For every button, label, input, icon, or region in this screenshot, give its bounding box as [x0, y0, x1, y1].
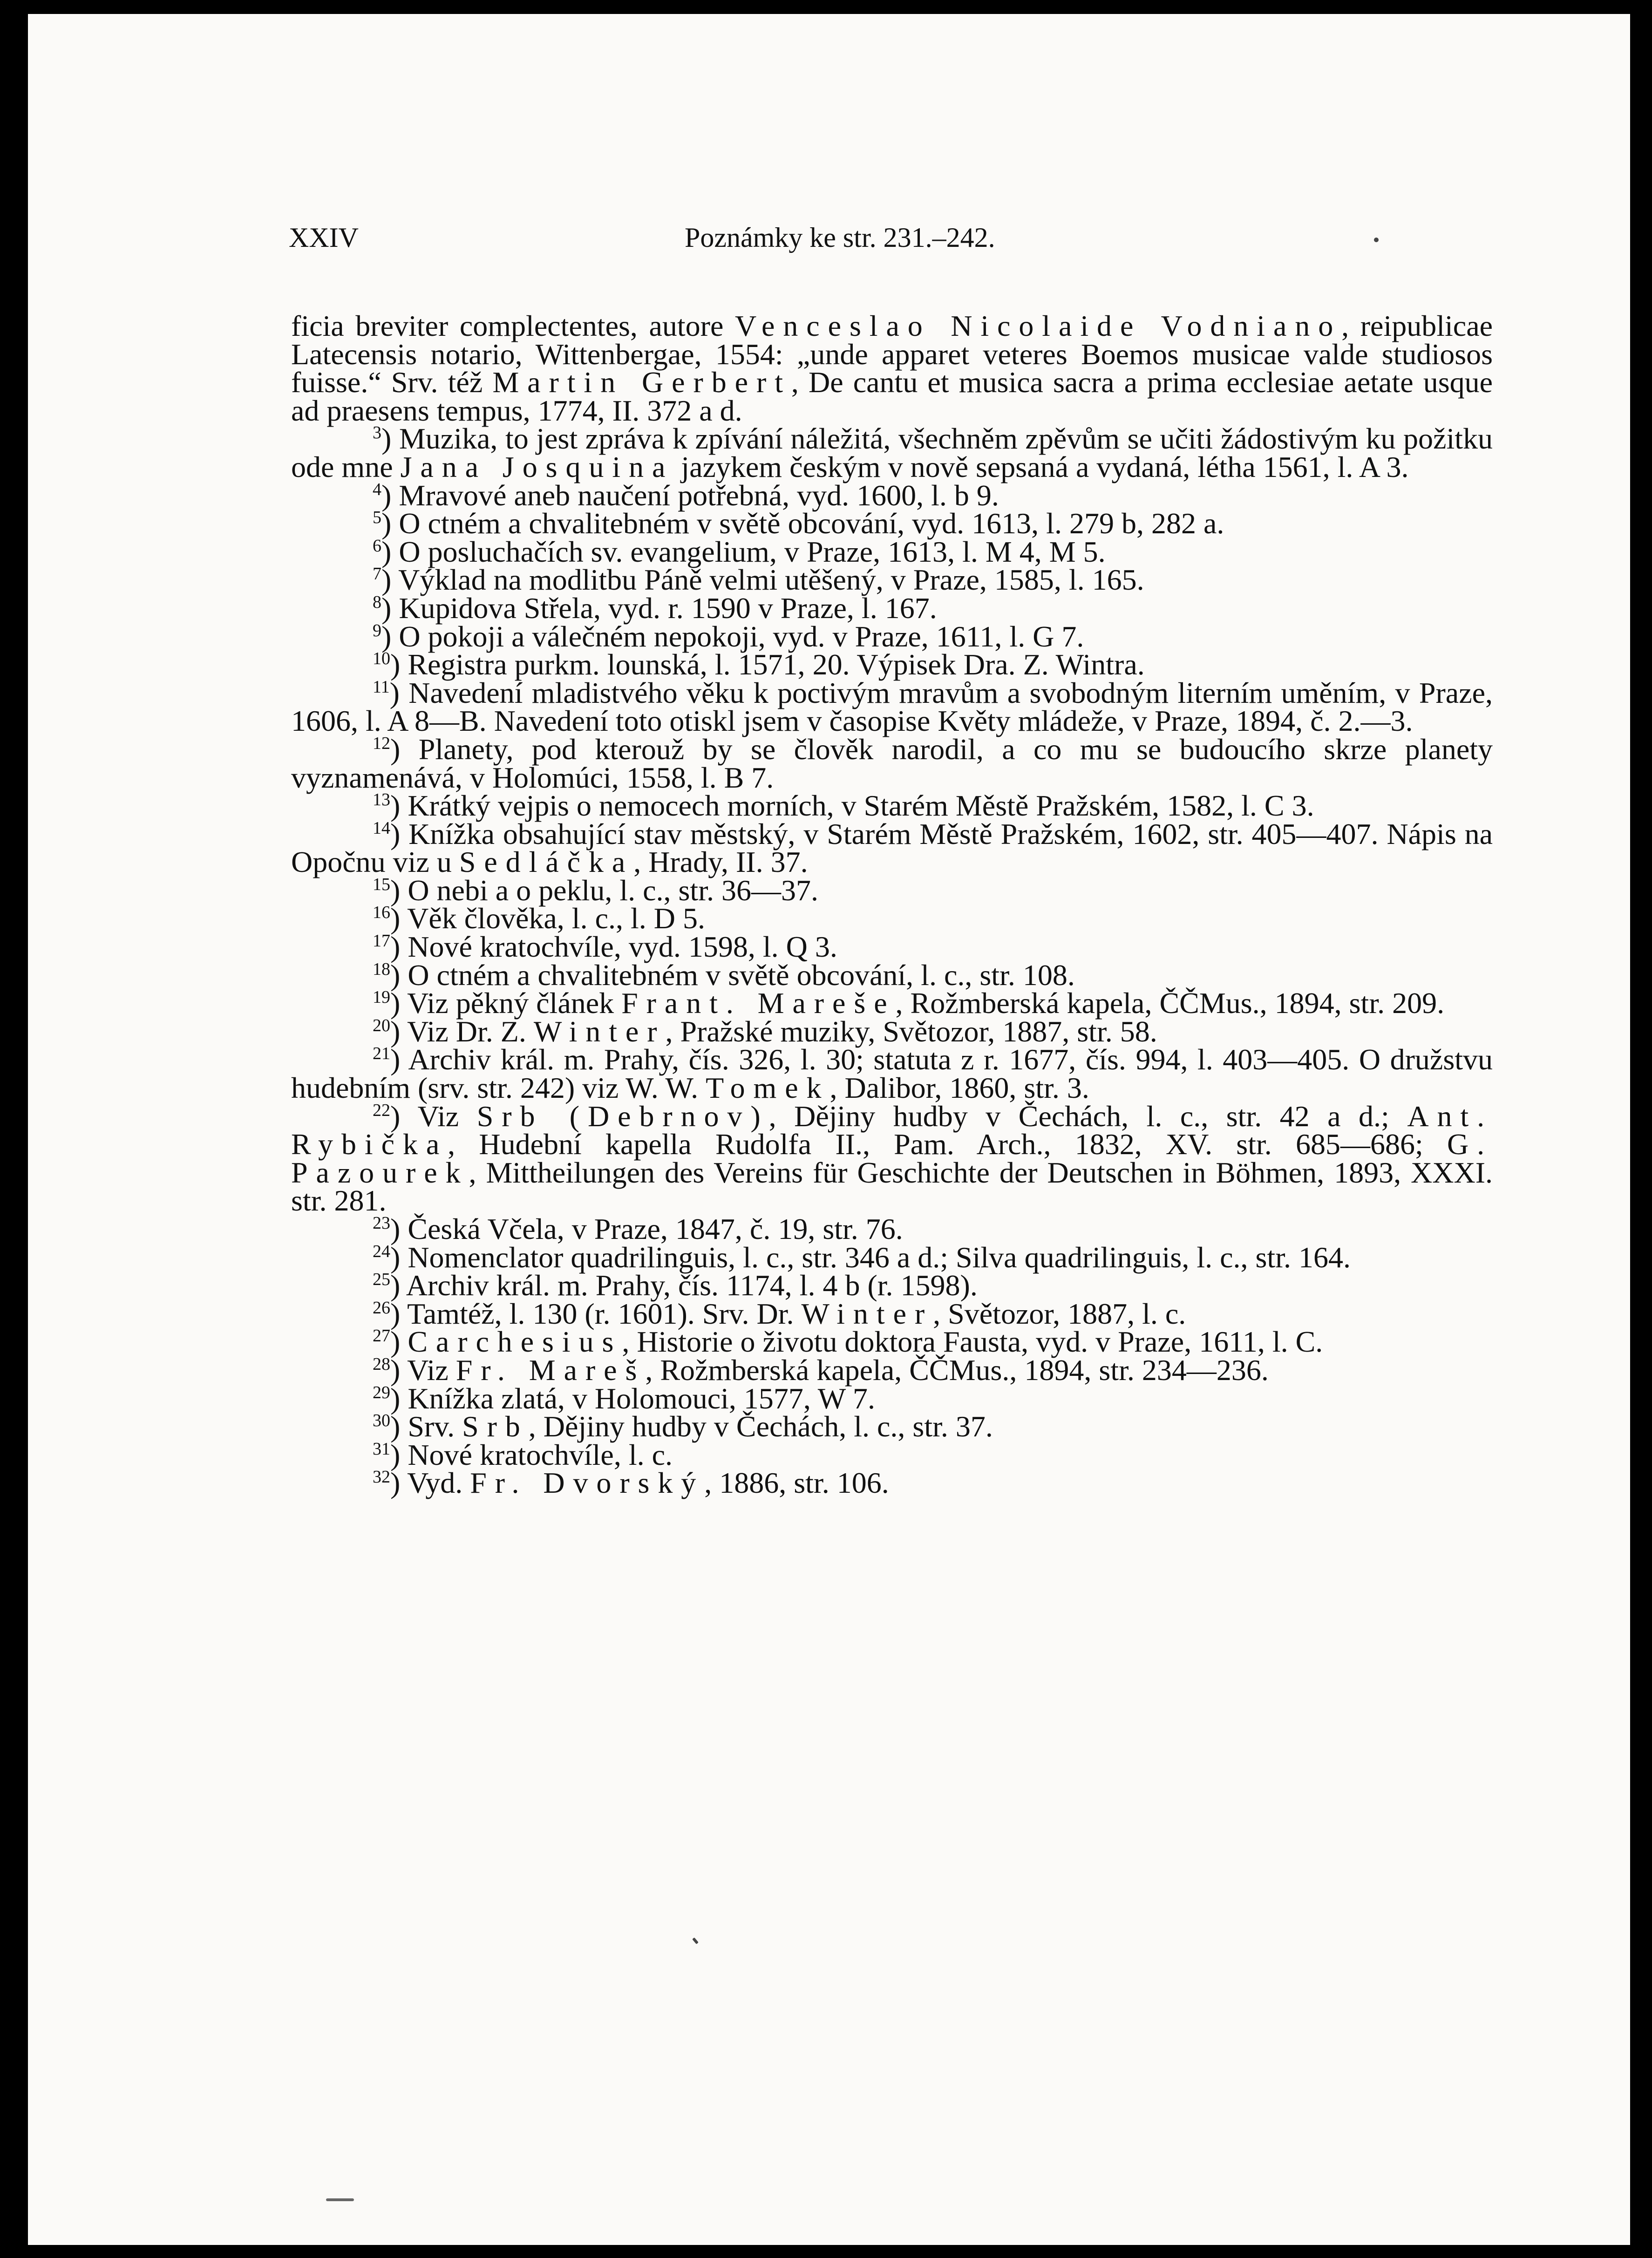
footnote-continuation [291, 309, 1493, 427]
footnote-paren: ) [390, 1466, 401, 1500]
footnote-paren: ) [390, 1043, 401, 1076]
footnote-text: Česká Včela, v Praze, 1847, č. 19, str. 76. [400, 1212, 903, 1245]
footnote-paren: ) [390, 1240, 401, 1274]
scan-speck [326, 2198, 354, 2201]
footnote-marker: 10 [373, 649, 390, 669]
footnote-text: Archiv král. m. Prahy, čís. 326, l. 30; statuta z r. 1677, čís. 994, l. 403—405. O družstvu hudebním (srv. str. 242) viz W. W. [291, 1043, 1493, 1105]
footnote-paren: ) [381, 507, 392, 540]
footnote-text: , reipublicae Latecensis notario, Wittenbergae, 1554: „unde apparet veteres Boemos musicae valde studiosos fuisse.“ Srv. též [291, 309, 1493, 399]
footnote-text: Krátký vejpis o nemocech morních, v Starém Městě Pražském, 1582, l. C 3. [400, 789, 1314, 823]
scan-speck [1374, 238, 1379, 242]
footnote-text: jazykem českým v nově sepsaná a vydaná, létha 1561, l. A 3. [673, 450, 1409, 483]
footnote-marker: 24 [373, 1241, 390, 1261]
footnote-marker: 11 [373, 677, 390, 697]
footnote-text: , Pražské muziky, Světozor, 1887, str. 58. [665, 1014, 1157, 1048]
footnote-text: , Dějiny hudby v Čechách, l. c., str. 37. [528, 1410, 993, 1443]
footnote-marker: 19 [373, 987, 390, 1007]
footnote-text: O nebi a o peklu, l. c., str. 36—37. [400, 873, 818, 907]
spaced-name: Srb (Debrnov) [476, 1099, 769, 1133]
spaced-name: Fr. Mareš [455, 1353, 646, 1387]
footnote-8 [291, 591, 1493, 625]
footnote-3 [291, 422, 1493, 483]
footnote-paren: ) [390, 958, 401, 992]
footnote-text: Věk člověka, l. c., l. D 5. [400, 902, 705, 935]
footnote-text: Knížka obsahující stav městský, v Starém Městě Pražském, 1602, str. 405—407. Nápis na Opočnu viz u [291, 817, 1493, 879]
spaced-name: Winter [801, 1297, 933, 1330]
footnote-19 [291, 986, 1493, 1020]
footnote-text: Nové kratochvíle, l. c. [400, 1438, 673, 1471]
footnote-marker: 32 [373, 1467, 390, 1487]
footnote-text: , Historie o životu doktora Fausta, vyd. v Praze, 1611, l. C. [622, 1325, 1323, 1359]
footnote-text: Archiv král. m. Prahy, čís. 1174, l. 4 b (r. 1598). [400, 1269, 978, 1302]
footnote-paren: ) [390, 1212, 401, 1245]
footnote-paren: ) [390, 1014, 401, 1048]
footnote-marker: 23 [373, 1213, 390, 1233]
footnote-paren: ) [390, 732, 401, 766]
spaced-name: Fr. Dvorský [470, 1466, 705, 1500]
footnote-9 [291, 619, 1493, 653]
footnote-21 [291, 1043, 1493, 1105]
footnote-paren: ) [381, 563, 392, 597]
footnote-18 [291, 958, 1493, 992]
spaced-name: Winter [533, 1014, 666, 1048]
footnote-marker: 15 [373, 874, 390, 894]
footnote-text: Viz [400, 1099, 477, 1133]
footnote-text: Viz Dr. Z. [400, 1014, 534, 1048]
footnote-marker: 22 [373, 1100, 390, 1120]
footnote-text: , Hrady, II. 37. [633, 845, 808, 879]
footnote-17 [291, 930, 1493, 964]
footnote-24 [291, 1240, 1493, 1274]
footnote-paren: ) [381, 478, 392, 512]
footnote-text: Registra purkm. lounská, l. 1571, 20. Výpisek Dra. Z. Wintra. [400, 648, 1145, 681]
footnote-7 [291, 563, 1493, 597]
footnote-paren: ) [390, 1297, 401, 1330]
footnotes-body [291, 309, 1493, 1500]
footnote-text: , Dějiny hudby v Čechách, l. c., str. 42 a d.; [768, 1099, 1407, 1133]
footnote-10 [291, 648, 1493, 681]
footnote-paren: ) [381, 591, 392, 625]
spaced-name: Martin Gerbert [492, 366, 791, 399]
spaced-name: Jana Josquina [400, 450, 674, 483]
footnote-text: Nomenclator quadrilinguis, l. c., str. 346 a d.; Silva quadrilinguis, l. c., str. 164. [400, 1240, 1351, 1274]
footnote-text: , 1886, str. 106. [704, 1466, 889, 1500]
footnote-13 [291, 789, 1493, 823]
footnote-20 [291, 1014, 1493, 1048]
footnote-paren: ) [390, 648, 401, 681]
footnote-marker: 29 [373, 1382, 390, 1402]
footnote-text: Srv. [400, 1410, 462, 1443]
footnote-marker: 7 [373, 564, 381, 584]
footnote-paren: ) [390, 817, 401, 850]
spaced-name: Srb [462, 1410, 529, 1443]
footnote-paren: ) [390, 1353, 401, 1387]
footnote-text: , Dalibor, 1860, str. 3. [829, 1071, 1089, 1105]
footnote-text: Viz pěkný článek [400, 986, 622, 1020]
footnote-12 [291, 732, 1493, 794]
footnote-marker: 3 [373, 423, 381, 443]
footnote-text: Výklad na modlitbu Páně velmi utěšený, v Praze, 1585, l. 165. [391, 563, 1144, 597]
footnote-text: , De cantu et musica sacra a prima ecclesiae aetate usque ad praesens tempus, 1774, II. 372 a d. [291, 366, 1493, 427]
footnote-paren: ) [381, 619, 392, 653]
footnote-marker: 12 [373, 733, 390, 753]
footnote-text: Knížka zlatá, v Holomouci, 1577, W 7. [400, 1381, 875, 1415]
footnote-text: Mravové aneb naučení potřebná, vyd. 1600, l. b 9. [391, 478, 999, 512]
footnote-text: Kupidova Střela, vyd. r. 1590 v Praze, l. 167. [391, 591, 937, 625]
footnote-paren: ) [381, 422, 392, 456]
footnote-marker: 20 [373, 1015, 390, 1035]
spaced-name: Tomek [706, 1071, 830, 1105]
page-number: XXIV [289, 222, 359, 253]
footnote-4 [291, 478, 1493, 512]
spaced-name: Frant. Mareše [621, 986, 896, 1020]
footnote-text: Tamtéž, l. 130 (r. 1601). Srv. Dr. [400, 1297, 802, 1330]
footnote-paren: ) [390, 873, 401, 907]
footnote-text: , Mittheilungen des Vereins für Geschichte der Deutschen in Böhmen, 1893, XXXI. str. 281. [291, 1156, 1493, 1217]
footnote-paren: ) [390, 902, 401, 935]
footnote-marker: 16 [373, 903, 390, 923]
footnote-text: , Rožmberská kapela, ČČMus., 1894, str. 234—236. [645, 1353, 1269, 1387]
footnote-marker: 9 [373, 620, 381, 640]
footnote-marker: 28 [373, 1354, 390, 1374]
footnote-text: Vyd. [400, 1466, 470, 1500]
footnote-paren: ) [390, 1325, 401, 1359]
footnote-31 [291, 1438, 1493, 1471]
footnote-paren: ) [381, 535, 392, 568]
footnote-marker: 8 [373, 592, 381, 612]
footnote-marker: 25 [373, 1270, 390, 1290]
footnote-marker: 18 [373, 959, 390, 979]
running-title: Poznámky ke str. 231.–242. [685, 222, 995, 253]
footnote-marker: 13 [373, 790, 390, 810]
footnote-text: O posluchačích sv. evangelium, v Praze, 1613, l. M 4, M 5. [391, 535, 1106, 568]
spaced-name: Carchesius [408, 1325, 622, 1359]
footnote-marker: 4 [373, 479, 381, 499]
footnote-text: , Světozor, 1887, l. c. [933, 1297, 1186, 1330]
footnote-paren: ) [389, 676, 400, 709]
footnote-28 [291, 1353, 1493, 1387]
footnote-marker: 30 [373, 1411, 390, 1431]
footnote-6 [291, 535, 1493, 568]
footnote-marker: 21 [373, 1044, 390, 1064]
scan-speck [692, 1938, 699, 1945]
footnote-30 [291, 1410, 1493, 1443]
footnote-26 [291, 1297, 1493, 1330]
spaced-name: G. Pazourek [291, 1128, 1493, 1189]
footnote-marker: 14 [373, 818, 390, 838]
footnote-paren: ) [390, 930, 401, 964]
footnote-marker: 31 [373, 1439, 390, 1459]
spaced-name: Ant. Rybička [291, 1099, 1493, 1161]
footnote-text: O ctném a chvalitebném v světě obcování, l. c., str. 108. [400, 958, 1075, 992]
footnote-text: O ctném a chvalitebném v světě obcování, vyd. 1613, l. 279 b, 282 a. [391, 507, 1224, 540]
footnote-paren: ) [390, 1410, 401, 1443]
footnote-paren: ) [390, 1099, 401, 1133]
footnote-29 [291, 1381, 1493, 1415]
footnote-text: Muzika, to jest zpráva k zpívání náležitá, všechněm zpěvům se učiti žádostivým ku požitku ode mne [291, 422, 1493, 483]
footnote-23 [291, 1212, 1493, 1245]
footnote-paren: ) [390, 986, 401, 1020]
footnote-marker: 5 [373, 508, 381, 528]
footnote-text: ficia breviter complectentes, autore [291, 309, 735, 342]
footnote-14 [291, 817, 1493, 879]
footnote-marker: 6 [373, 536, 381, 556]
footnote-27 [291, 1325, 1493, 1359]
footnote-marker: 17 [373, 931, 390, 951]
spaced-name: Venceslao Nicolaide Vodniano [735, 309, 1342, 342]
page-header [289, 219, 1407, 256]
footnote-11 [291, 676, 1493, 738]
footnote-paren: ) [390, 789, 401, 823]
footnote-32 [291, 1466, 1493, 1500]
book-page [28, 14, 1630, 2245]
footnote-marker: 26 [373, 1298, 390, 1318]
footnote-text: Viz [400, 1353, 456, 1387]
footnote-text: O pokoji a válečném nepokoji, vyd. v Praze, 1611, l. G 7. [391, 619, 1084, 653]
footnote-marker: 27 [373, 1326, 390, 1346]
footnote-text: Navedení mladistvého věku k poctivým mravům a svobodným literním uměním, v Praze, 1606, l. A 8—B. Navedení toto otiskl jsem v časopise Květy mládeže, v Praze, 1894, č. 2.—3. [291, 676, 1493, 738]
footnote-16 [291, 902, 1493, 935]
footnote-15 [291, 873, 1493, 907]
footnote-5 [291, 507, 1493, 540]
footnote-paren: ) [390, 1269, 401, 1302]
footnote-text: , Hudební kapella Rudolfa II., Pam. Arch., 1832, XV. str. 685—686; [448, 1128, 1447, 1161]
footnote-22 [291, 1099, 1493, 1217]
footnote-text: Planety, pod kterouž by se člověk narodil, a co mu se budoucího skrze planety vyznamenává, v Holomúci, 1558, l. B 7. [291, 732, 1493, 794]
footnote-paren: ) [390, 1381, 401, 1415]
footnote-text: , Rožmberská kapela, ČČMus., 1894, str. 209. [895, 986, 1445, 1020]
footnote-text: Nové kratochvíle, vyd. 1598, l. Q 3. [400, 930, 837, 964]
scan-border-left [0, 0, 28, 2258]
footnote-25 [291, 1269, 1493, 1302]
footnote-paren: ) [390, 1438, 401, 1471]
spaced-name: Sedláčka [459, 845, 634, 879]
